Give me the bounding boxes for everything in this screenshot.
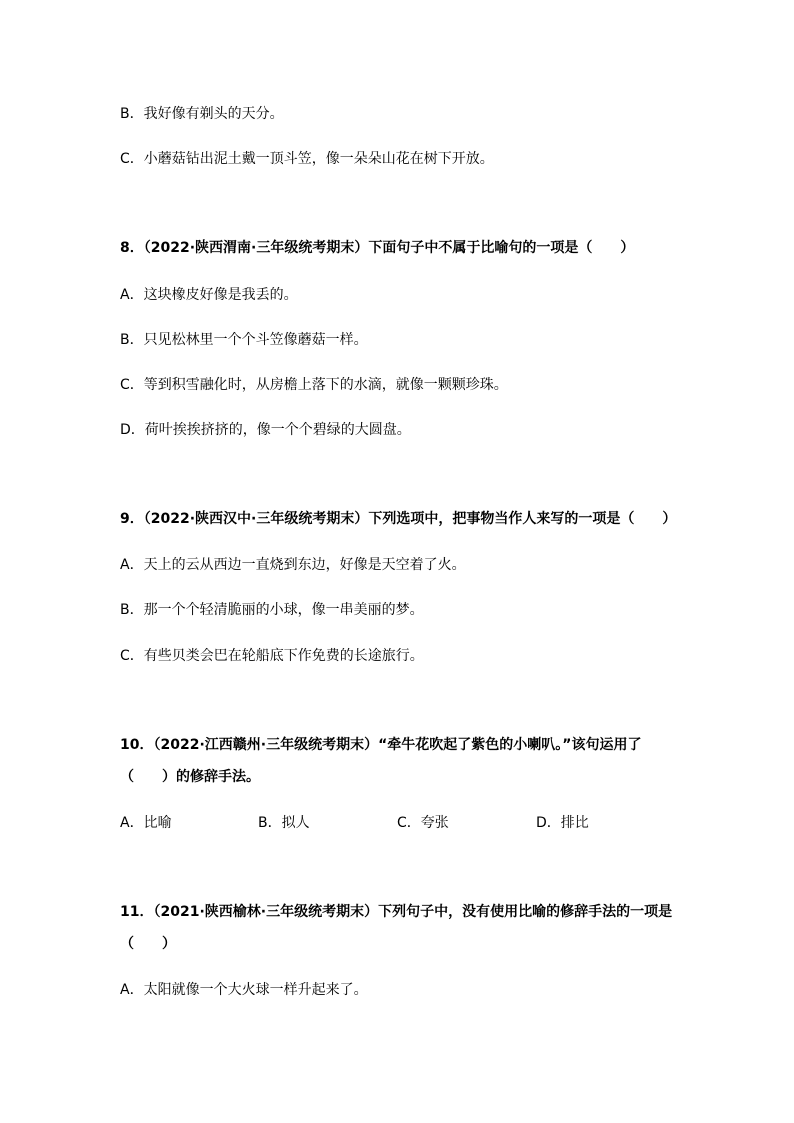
q10-option-a: A．比喻 [120, 815, 172, 831]
q7-option-c: C．小蘑菇钻出泥土戴一顶斗笠，像一朵朵山花在树下开放。 [120, 151, 494, 167]
q11-title-line2: （ ） [120, 936, 176, 952]
q9-title: 9．（2022·陕西汉中·三年级统考期末）下列选项中，把事物当作人来写的一项是（ ） [120, 511, 677, 527]
q8-title: 8．（2022·陕西渭南·三年级统考期末）下面句子中不属于比喻句的一项是（ ） [120, 240, 635, 256]
q10-option-c: C．夸张 [397, 815, 449, 831]
q11-option-a: A．太阳就像一个大火球一样升起来了。 [120, 982, 368, 998]
q10-option-d: D．排比 [536, 815, 589, 831]
q8-option-d: D．荷叶挨挨挤挤的，像一个个碧绿的大圆盘。 [120, 422, 411, 438]
q9-option-a: A．天上的云从西边一直烧到东边，好像是天空着了火。 [120, 557, 466, 573]
q8-option-b: B．只见松林里一个个斗笠像蘑菇一样。 [120, 332, 368, 348]
q10-option-b: B．拟人 [258, 815, 310, 831]
q8-option-c: C．等到积雪融化时，从房檐上落下的水滴，就像一颗颗珍珠。 [120, 377, 508, 393]
q10-title-line1: 10．（2022·江西赣州·三年级统考期末）“牵牛花吹起了紫色的小喇叭。”该句运用了 [120, 737, 642, 753]
q8-option-a: A．这块橡皮好像是我丢的。 [120, 287, 298, 303]
q10-title-line2: （ ）的修辞手法。 [120, 769, 260, 785]
q9-option-c: C．有些贝类会巴在轮船底下作免费的长途旅行。 [120, 648, 424, 664]
q11-title-line1: 11．（2021·陕西榆林·三年级统考期末）下列句子中，没有使用比喻的修辞手法的一项是 [120, 904, 673, 920]
q7-option-b: B．我好像有剃头的天分。 [120, 106, 284, 122]
q9-option-b: B．那一个个轻清脆丽的小球，像一串美丽的梦。 [120, 602, 424, 618]
